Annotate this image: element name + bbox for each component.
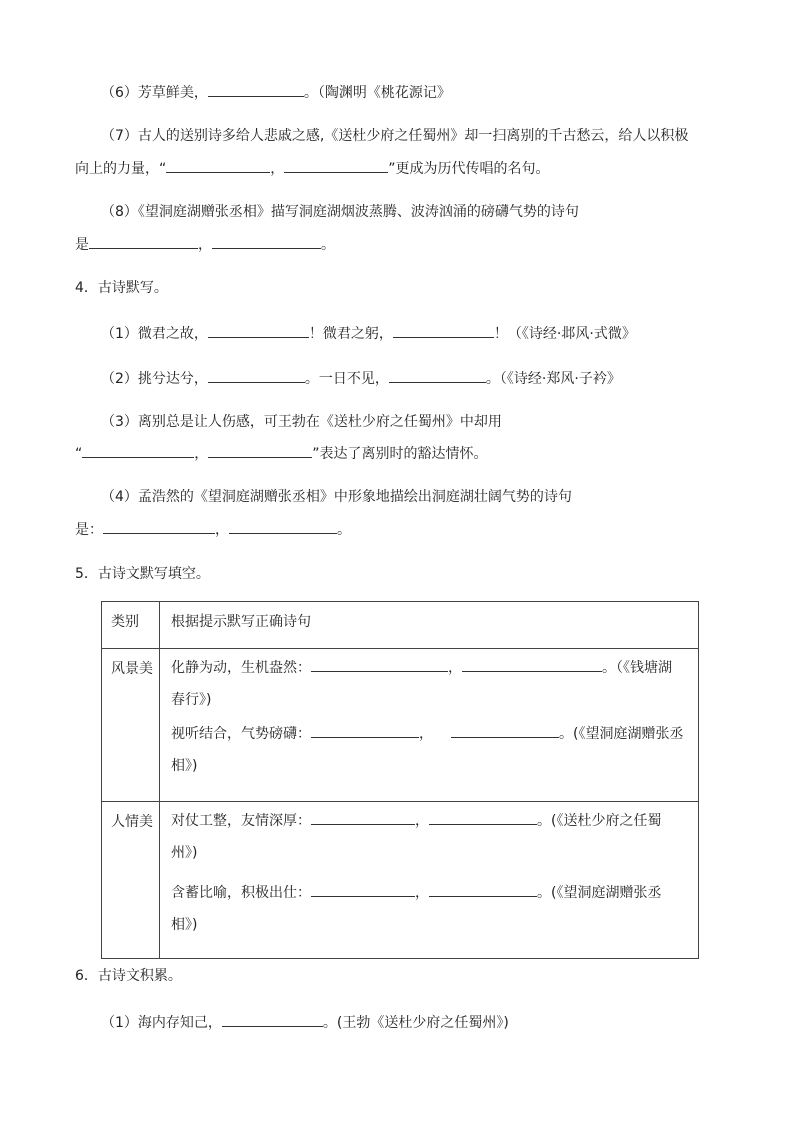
q4-item4-line1: （4）孟浩然的《望洞庭湖赠张丞相》中形象地描绘出洞庭湖壮阔气势的诗句: [101, 489, 572, 505]
entry-source-cont: 相》): [171, 758, 198, 774]
answer-blank[interactable]: [451, 722, 559, 738]
q4-item4-line2: [75, 518, 351, 540]
comma: ，: [194, 446, 209, 462]
comma: ，: [215, 522, 229, 538]
category-label: 人情美: [111, 814, 153, 830]
answer-blank[interactable]: [311, 881, 415, 897]
q6-item1: [101, 1011, 509, 1033]
comma: ，: [198, 237, 212, 253]
answer-blank[interactable]: [229, 518, 337, 534]
q4-item1-mid: ！微君之躬，: [308, 326, 393, 342]
q3-item6-num: （6）: [101, 85, 138, 101]
answer-blank[interactable]: [208, 322, 309, 338]
entry-line: [171, 809, 698, 831]
entry-line: [171, 881, 698, 903]
answer-blank[interactable]: [429, 809, 537, 825]
answer-blank[interactable]: [429, 881, 537, 897]
answer-blank[interactable]: [208, 81, 304, 97]
q3-item6-source: 。（陶渊明《桃花源记》: [303, 85, 451, 101]
answer-blank[interactable]: [166, 157, 270, 173]
q4-item2: [101, 367, 621, 389]
answer-blank[interactable]: [208, 442, 312, 458]
q3-item6-text: 芳草鲜美，: [137, 85, 208, 101]
answer-blank[interactable]: [393, 322, 494, 338]
entry-line: [171, 656, 698, 678]
answer-blank[interactable]: [284, 157, 388, 173]
header-content: 根据提示默写正确诗句: [171, 614, 311, 630]
q3-item8-lead: 是: [75, 237, 89, 253]
header-category-cell: [102, 602, 160, 649]
q5-heading: 5．古诗文默写填空。: [75, 566, 210, 582]
q4-item3-tail: ”表达了离别时的豁达情怀。: [312, 446, 488, 462]
entry-prompt: 含蓄比喻，积极出仕：: [171, 885, 311, 901]
comma: ，: [415, 813, 429, 829]
q4-item2-text: （2）挑兮达兮，: [101, 371, 208, 387]
q6-item1-text: （1）海内存知己，: [101, 1015, 222, 1031]
entry-source: 。（《钱塘湖: [602, 660, 672, 676]
q3-item8-line1: （8）《望洞庭湖赠张丞相》描写洞庭湖烟波蒸腾、波涛汹涌的磅礴气势的诗句: [101, 204, 579, 220]
answer-blank[interactable]: [82, 442, 194, 458]
entry-prompt: 化静为动，生机盎然：: [171, 660, 311, 676]
q4-item1-source: ！（《诗经·邶风·式微》: [493, 326, 636, 342]
answer-blank[interactable]: [222, 1011, 323, 1027]
q3-item7-line2: [75, 157, 550, 179]
period: 。: [321, 237, 335, 253]
entry-source-cont: 春行》): [171, 692, 212, 708]
q3-item7-tail: ”更成为历代传唱的名句。: [388, 161, 550, 177]
category-cell: [102, 802, 160, 959]
period: 。: [337, 522, 351, 538]
q3-item7-line1: （7）古人的送别诗多给人悲戚之感,《送杜少府之任蜀州》却一扫离别的千古愁云，给人以积极: [101, 128, 689, 144]
answer-blank[interactable]: [462, 656, 602, 672]
comma: ，: [448, 660, 462, 676]
answer-blank[interactable]: [311, 722, 419, 738]
open-quote: “: [75, 446, 83, 462]
answer-blank[interactable]: [208, 367, 305, 383]
table-row: [102, 802, 699, 959]
entry-source-cont: 相》): [171, 917, 198, 933]
entry-source-cont: 州》): [171, 845, 198, 861]
comma: ，: [415, 885, 429, 901]
q6-heading: 6．古诗文积累。: [75, 968, 182, 984]
category-cell: [102, 649, 160, 802]
entry-source: 。(《送杜少府之任蜀: [537, 813, 662, 829]
content-cell: [160, 649, 699, 802]
answer-blank[interactable]: [89, 233, 198, 249]
answer-blank[interactable]: [212, 233, 321, 249]
q4-item1: [101, 322, 636, 344]
q4-heading: 4．古诗默写。: [75, 280, 168, 296]
header-content-cell: [160, 602, 699, 649]
answer-blank[interactable]: [311, 656, 448, 672]
category-label: 风景美: [111, 661, 153, 677]
comma: ，: [270, 161, 285, 177]
entry-source: 。(《望洞庭湖赠张丞: [559, 726, 684, 742]
q4-item2-mid: 。一日不见，: [304, 371, 389, 387]
q6-item1-source: 。(王勃《送杜少府之任蜀州》): [322, 1015, 509, 1031]
q4-item2-source: 。（《诗经·郑风·子衿》: [485, 371, 621, 387]
table-row: [102, 649, 699, 802]
answer-blank[interactable]: [389, 367, 486, 383]
entry-source: 。(《望洞庭湖赠张丞: [537, 885, 662, 901]
entry-prompt: 对仗工整，友情深厚：: [171, 813, 311, 829]
header-category: 类别: [111, 614, 139, 630]
q4-item3-line2: [75, 442, 488, 464]
q4-item3-line1: （3）离别总是让人伤感，可王勃在《送杜少府之任蜀州》中却用: [101, 414, 502, 430]
content-cell: [160, 802, 699, 959]
answer-blank[interactable]: [311, 809, 415, 825]
entry-line: [171, 722, 698, 744]
q3-item8-line2: [75, 233, 335, 255]
q4-item1-text: （1）微君之故，: [101, 326, 208, 342]
comma: ，: [419, 726, 433, 742]
q3-item6: [101, 81, 451, 103]
table-header-row: [102, 602, 699, 649]
poetry-fill-table: [101, 601, 699, 959]
q4-item4-lead: 是：: [75, 522, 103, 538]
q3-item7-lead: 向上的力量，“: [75, 161, 167, 177]
entry-prompt: 视听结合，气势磅礴：: [171, 726, 311, 742]
answer-blank[interactable]: [103, 518, 215, 534]
